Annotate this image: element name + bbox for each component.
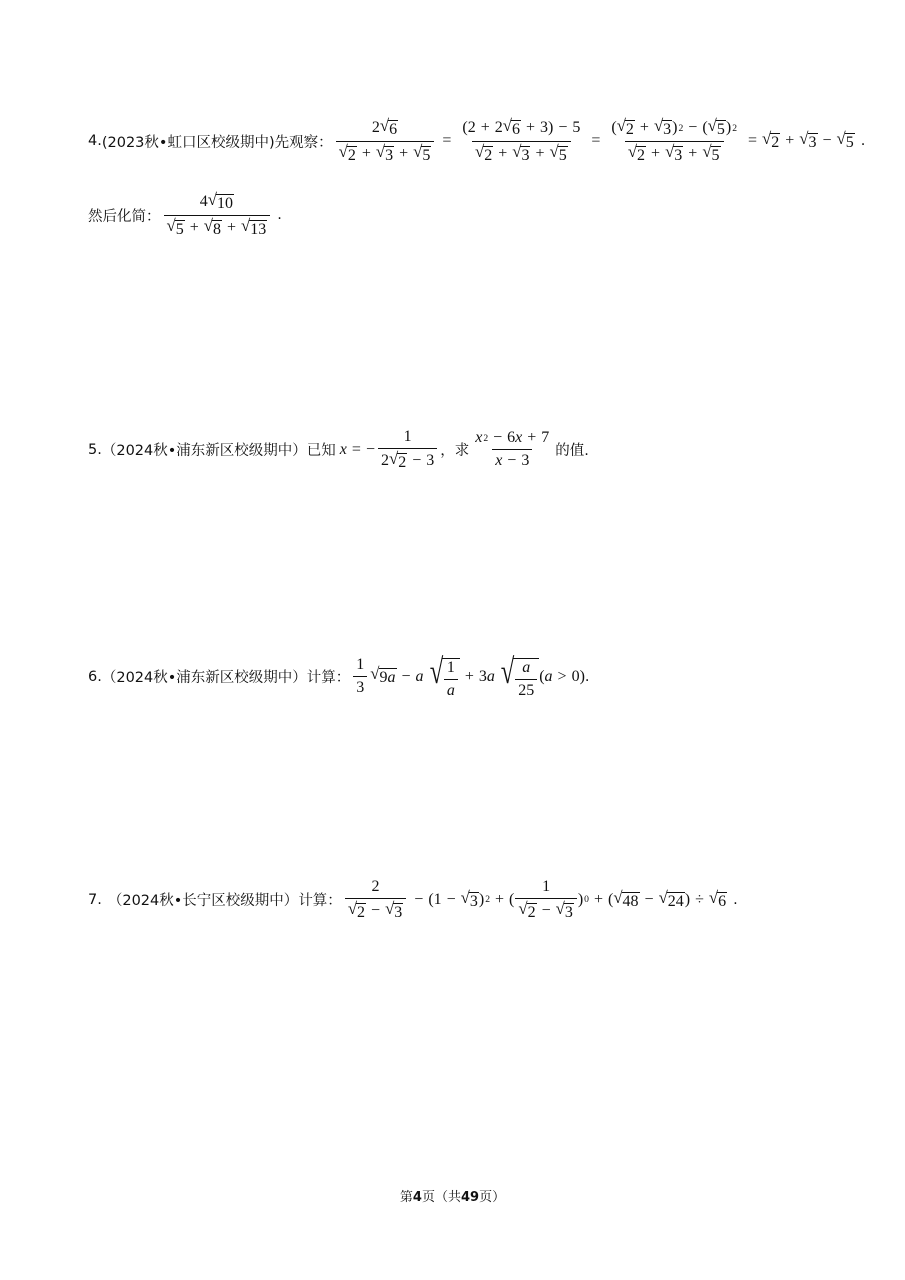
end-mark: . [733,891,738,908]
problem-4-equation: 2 √ 6 √ 2 + √ 3 + √ 5 = (2 + 2 √ 6 + 3) − 5 √ 2 + √ 3 + √ 5 = ( √ 2 + √ 3 ) 2 − ( √ 5 ) 2 √ 2 + √ 3 + √ 5 = √ 2 + √ 3 − √ 5 [333,118,855,164]
problem-5-number: 5. [88,441,102,458]
problem-6-source: （2024秋•浦东新区校级期中） [101,670,307,687]
end-mark: . [584,668,590,685]
problem-6-number: 6. [88,668,102,685]
problem-4-expression [161,192,274,238]
problem-4-line-2 [88,192,282,238]
problem-4-number: 4. [88,133,102,150]
footer-total-pages: 49 [460,1190,480,1205]
problem-5-given: x = − 1 2 √ 2 − 3 [336,428,440,472]
problem-5-tail: 的值. [555,443,589,460]
problem-5-target [469,429,555,470]
problem-5 [88,428,589,472]
problem-5-mid: ，求 [440,443,470,460]
problem-7-source: （2024秋•长宁区校级期中） [107,893,299,910]
problem-6 [88,654,590,699]
page-footer [0,1186,905,1205]
fraction: 1 √ 2 − √ 3 [515,878,576,922]
end-mark: . [860,133,866,150]
problem-5-source: （2024秋•浦东新区校级期中） [101,443,307,460]
fraction: x 2 − 6 x + 7 x − 3 [475,429,550,470]
fraction: 2 √ 6 √ 2 + √ 3 + √ 5 [336,118,435,164]
problem-7 [88,878,738,922]
problem-4 [88,118,865,164]
footer-prefix: 第 [399,1190,413,1205]
problem-5-prompt: 已知 [306,443,336,460]
problem-4-source: (2023秋•虹口区校级期中) [101,134,275,151]
footer-page-number: 4 [412,1190,422,1205]
problem-4-prompt: 先观察： [274,134,333,151]
problem-7-expression: 2 √ 2 − √ 3 − (1 − √ 3 ) 2 + ( 1 √ 2 − √ 3 ) 0 + ( √ 48 − √ 24 ) ÷ √ 6 [342,878,727,922]
fraction: 1 2 √ 2 − 3 [378,428,437,472]
problem-6-prompt: 计算： [306,670,351,687]
fraction: (2 + 2 √ 6 + 3) − 5 √ 2 + √ 3 + √ 5 [462,116,581,164]
end-mark: . [277,207,282,224]
fraction: ( √ 2 + √ 3 ) 2 − ( √ 5 ) 2 √ 2 + √ 3 + √ 5 [611,116,737,164]
fraction: $\frac{1}{3}$ [353,656,367,697]
fraction: 4 √ 10 √ 5 + √ 8 + √ 13 [164,192,271,238]
problem-7-number: 7. [88,891,102,908]
problem-4-second-line: 然后化简： [88,208,161,225]
footer-suffix: 页） [479,1190,506,1205]
footer-middle: 页（共 [421,1190,461,1205]
fraction: 2 √ 2 − √ 3 [345,878,406,922]
problem-6-expression: $\frac{1}{3}$ √ 9a − a √ $\frac{1}{a}$ + 3 a √ $\frac{a}{25}$ ( a > 0) [350,654,585,699]
problem-7-prompt: 计算： [298,893,342,910]
